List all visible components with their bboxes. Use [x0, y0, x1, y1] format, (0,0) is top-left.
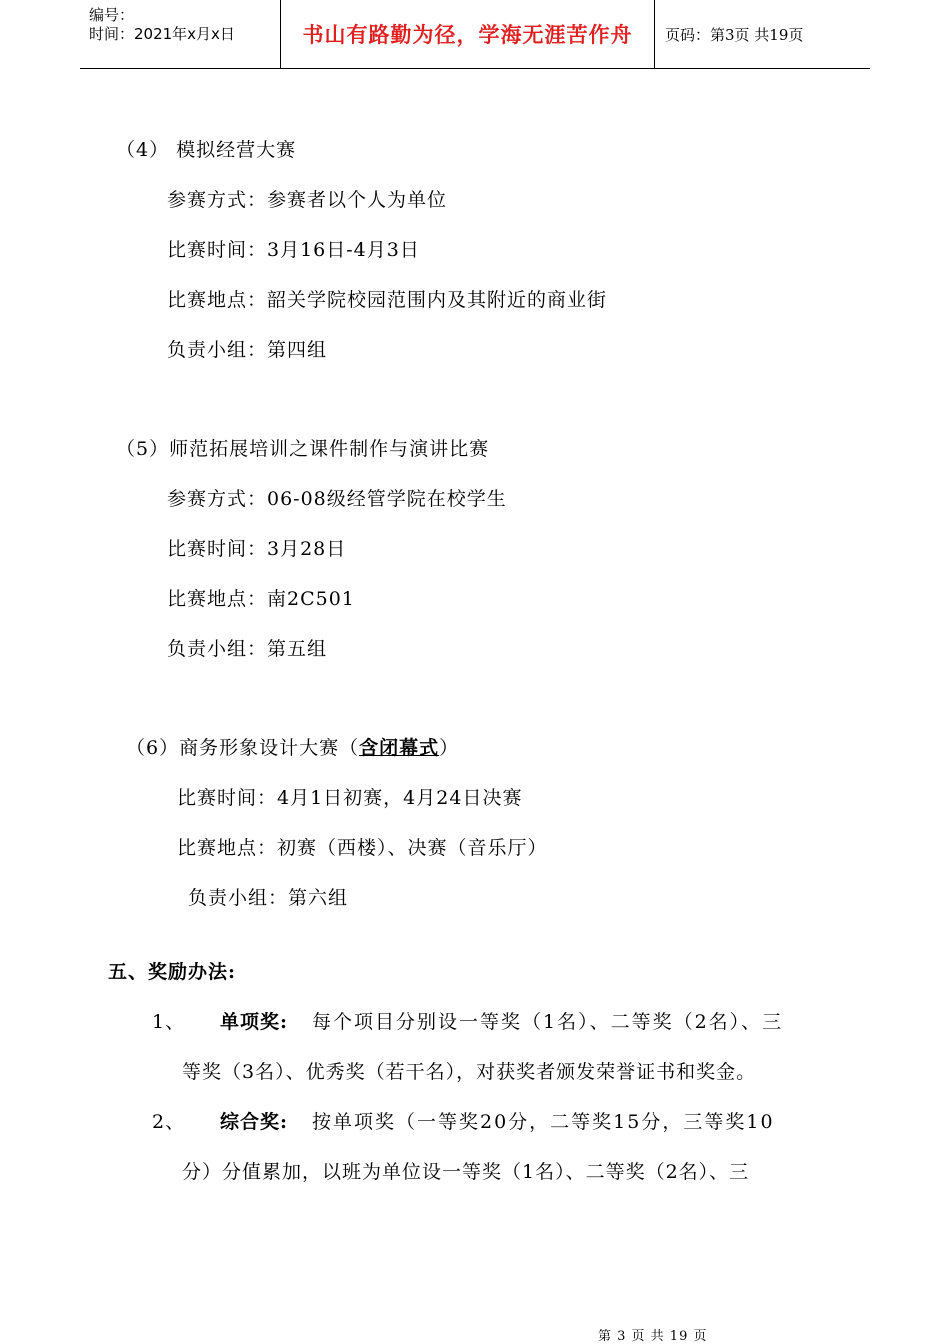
section-5-time: 比赛时间：3月28日 [167, 538, 347, 560]
section-6-title-post: ） [439, 737, 460, 759]
page-footer: 第 3 页 共 19 页 [598, 1329, 708, 1344]
section-4-title: （4） 模拟经营大赛 [116, 139, 297, 161]
header-number: 编号： [89, 6, 135, 24]
header-meta [80, 0, 281, 68]
section-4-time: 比赛时间：3月16日-4月3日 [167, 239, 420, 261]
section-6-title-bold: 含闭幕式 [359, 737, 440, 759]
award-2-label: 综合奖: [220, 1111, 289, 1133]
section-6-title-pre: （6）商务形象设计大赛（ [126, 737, 360, 759]
header-motto: 书山有路勤为径，学海无涯苦作舟 [302, 23, 633, 47]
section-4-group: 负责小组：第四组 [167, 339, 328, 361]
award-1-text-line1: 每个项目分别设一等奖（1名）、二等奖（2名）、三 [312, 1011, 784, 1033]
section-5-method: 参赛方式：06-08级经管学院在校学生 [167, 488, 507, 510]
awards-heading: 五、奖励办法: [108, 961, 237, 983]
header-date: 时间：2021年x月x日 [89, 25, 235, 43]
section-6-time: 比赛时间：4月1日初赛，4月24日决赛 [177, 787, 523, 809]
award-1-number: 1、 [152, 1011, 186, 1033]
award-1-text-line2: 等奖（3名）、优秀奖（若干名），对获奖者颁发荣誉证书和奖金。 [182, 1061, 757, 1083]
section-6-group: 负责小组：第六组 [188, 887, 349, 909]
page-header [80, 0, 870, 69]
section-5-group: 负责小组：第五组 [167, 638, 328, 660]
header-motto-cell [281, 0, 655, 68]
award-2-number: 2、 [152, 1111, 186, 1133]
section-4-method: 参赛方式：参赛者以个人为单位 [167, 189, 448, 211]
award-2-text-line1: 按单项奖（一等奖20分，二等奖15分，三等奖10 [312, 1111, 775, 1133]
section-6-place: 比赛地点：初赛（西楼）、决赛（音乐厅） [177, 837, 548, 859]
section-4-place: 比赛地点：韶关学院校园范围内及其附近的商业街 [167, 289, 608, 311]
award-1-label: 单项奖: [220, 1011, 289, 1033]
award-2-text-line2: 分）分值累加，以班为单位设一等奖（1名）、二等奖（2名）、三 [182, 1161, 750, 1183]
header-page-info: 页码：第3页 共19页 [665, 25, 804, 44]
section-6-title [126, 736, 459, 760]
section-5-place: 比赛地点：南2C501 [167, 588, 355, 610]
section-5-title: （5）师范拓展培训之课件制作与演讲比赛 [116, 438, 490, 460]
